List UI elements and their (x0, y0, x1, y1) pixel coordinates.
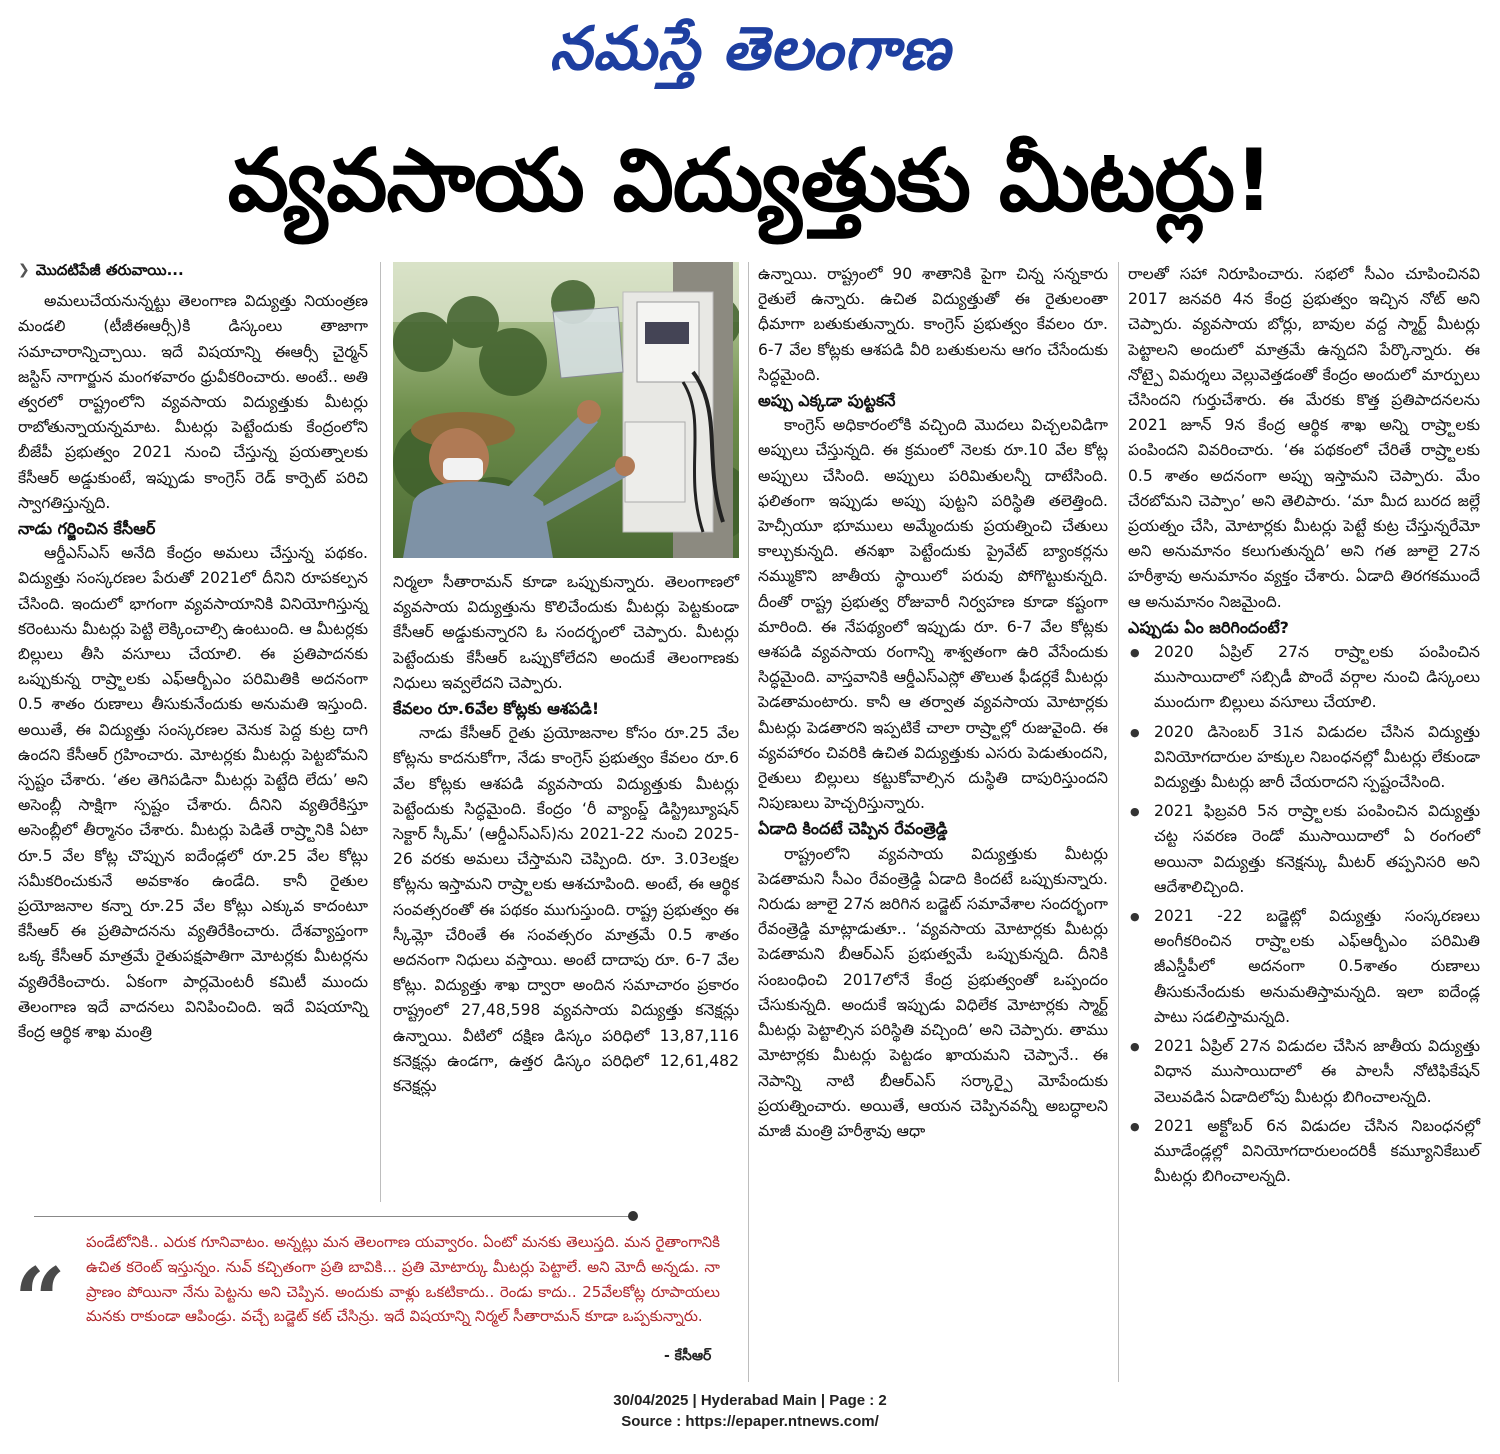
paragraph: నిర్మలా సీతారామన్ కూడా ఒప్పుకున్నారు. తెలంగాణలో వ్యవసాయ విద్యుత్తును కొలిచేందుకు మీటర్లు పెట్టకుండా కేసీఆర్ అడ్డుకున్నారని ఓ సందర్భంలో చెప్పారు. మీటర్లు పెట్టేందుకు కేసీఆర్ ఒప్పుకోలేదని అందుకే తెలంగాణకు నిధులు ఇవ్వలేదని చెప్పారు. (393, 573, 739, 692)
paragraph: నాడు కేసీఆర్ రైతు ప్రయోజనాల కోసం రూ.25 వేల కోట్లను కాదనుకోగా, నేడు కాంగ్రెస్ ప్రభుత్వం కేవలం రూ.6 వేల కోట్లకు ఆశపడి వ్యవసాయ విద్యుత్తుకు మీటర్లు పెట్టేందుకు సిద్ధమైంది. కేంద్రం ‘రీ వ్యాంప్డ్ డిస్ట్రిబ్యూషన్ సెక్టార్ స్కీమ్’ (ఆర్డీఎస్ఎస్)ను 2021-22 నుంచి 2025-26 వరకు అమలు చేస్తామని చెప్పింది. రూ. 3.03లక్షల కోట్లను ఇస్తామని రాష్ర్టాలకు ఆశచూపింది. అంటే, ఈ ఆర్థిక సంవత్సరంతో ఈ పథకం ముగుస్తుంది. రాష్ట్ర ప్రభుత్వం ఈ స్కీమ్లో చేరింతే ఈ సంవత్సరం మాత్రమే 0.5 శాతం అదనంగా నిధులు వస్తాయి. అంటే దాదాపు రూ. 6-7 వేల కోట్లు. విద్యుత్తు శాఖ ద్వారా అందిన సమాచారం ప్రకారం రాష్ట్రంలో 27,48,598 వ్యవసాయ విద్యుత్తు కనెక్షన్లు ఉన్నాయి. వీటిలో దక్షిణ డిస్కం పరిధిలో 13,87,116 కనెక్షన్లు ఉండగా, ఉత్తర డిస్కం పరిధిలో 12,61,482 కనెక్షన్లు (393, 724, 739, 1096)
chevron-right-icon: ❯ (18, 262, 30, 278)
column-divider (380, 262, 381, 1202)
paragraph: రాష్ట్రంలోని వ్యవసాయ విద్యుత్తుకు మీటర్లు పెడతామని సీఎం రేవంత్రెడ్డి ఏడాది కిందటే ఒప్పుకున్నారు. నిరుడు జూలై 27న జరిగిన బడ్జెట్ సమావేశాల సందర్భంగా రేవంత్రెడ్డి మాట్లాడుతూ.. ‘వ్యవసాయ మోటార్లకు మీటర్లు పెడతామని బీఆర్ఎస్ ప్రభుత్వమే ఒప్పుకున్నది. దీనికి సంబంధించి 2017లోనే కేంద్ర ప్రభుత్వంతో ఒప్పందం చేసుకున్నది. అందుకే ఇప్పుడు విధిలేక మోటార్లకు స్మార్ట్ మీటర్లు పెట్టాల్సిన పరిస్థితి వచ్చింది’ అని చెప్పారు. తాము మోటార్లకు మీటర్లు పెట్టడం ఖాయమని చెప్పానే.. ఈ నెపాన్ని నాటి బీఆర్ఎస్ సర్కార్పై మోపేందుకు ప్రయత్నించారు. అయితే, ఆయన చెప్పినవన్నీ అబద్ధాలని మాజీ మంత్రి హరీశ్రావు ఆధా (758, 844, 1108, 1140)
timeline-item: ● 2021 ఏప్రిల్ 27న విడుదల చేసిన జాతీయ విద్యుత్తు విధాన ముసాయిదాలో ఈ పాలసీ నోటిఫికేషన్ వెలువడిన ఏడాదిలోపు మీటర్లు బిగించాలన్నది. (1128, 1034, 1480, 1110)
section-heading: అప్పు ఎక్కడా పుట్టకనే (758, 391, 896, 411)
timeline-item: ● 2020 డిసెంబర్ 31న విడుదల చేసిన విద్యుత్తు వినియోగదారుల హక్కుల నిబంధనల్లో మీటర్లు లేకుండా విద్యుత్తు మీటర్లు జారీ చేయరాదని స్పష్టంచేసింది. (1128, 720, 1480, 796)
timeline-item: ● 2021 ఫిబ్రవరి 5న రాష్ర్టాలకు పంపించిన విద్యుత్తు చట్ట సవరణ రెండో ముసాయిదాలో ఏ రంగంలో అయినా విద్యుత్తు కనెక్షన్కు మీటర్ తప్పనిసరి అని ఆదేశాలిచ్చింది. (1128, 799, 1480, 900)
article-column-4 (1128, 262, 1480, 1193)
headline: వ్యవసాయ విద్యుత్తుకు మీటర్లు! (227, 131, 1273, 231)
article-photo (393, 262, 739, 558)
pull-quote: పండేటోనికి.. ఎరుక గూనివాటం. అన్నట్లు మన తెలంగాణ యవ్వారం. ఏంటో మనకు తెలుస్తది. మన రైతాంగానికి ఉచిత కరెంట్ ఇస్తున్నం. నువ్ కచ్చితంగా ప్రతి బావికి... ప్రతి మోటార్కు మీటర్లు పెట్టాలే. అని మోదీ అన్నడు. నా ప్రాణం పోయినా నేను పెట్టను అని చెప్పిన. అందుకు వాళ్లు ఒకటికాదు.. రెండు కాదు.. 25వేలకోట్ల రూపాయలు మనకు రాకుండా ఆపిండ్రు. వచ్చే బడ్జెట్ కట్ చేసిన్రు. ఇదే విషయాన్ని నిర్మల్ సీతారామన్ కూడా ఒప్పకున్నారు. (86, 1233, 720, 1326)
article-column-3 (758, 262, 1108, 1144)
quote-mark-icon: “ (14, 1248, 66, 1354)
column-divider (748, 262, 749, 1382)
page-footer (0, 1390, 1500, 1432)
source-link[interactable]: Source : https://epaper.ntnews.com/ (621, 1413, 879, 1430)
paragraph: ఉన్నాయి. రాష్ట్రంలో 90 శాతానికి పైగా చిన్న సన్నకారు రైతులే ఉన్నారు. ఉచిత విద్యుత్తుతో ఈ రైతులంతా ధీమాగా బతుకుతున్నారు. కాంగ్రెస్ ప్రభుత్వం కేవలం రూ. 6-7 వేల కోట్లకు ఆశపడి వీరి బతుకులను ఆగం చేసేందుకు సిద్ధమైంది. (758, 265, 1108, 384)
section-heading: కేవలం రూ.6వేల కోట్లకు ఆశపడి! (393, 699, 600, 719)
timeline-item: ● 2021 అక్టోబర్ 6న విడుదల చేసిన నిబంధనల్లో మూడేండ్లల్లో వినియోగదారులందరికీ కమ్యూనికేబుల్ మీటర్లు బిగించాలన్నది. (1128, 1114, 1480, 1190)
timeline-list (1128, 640, 1480, 1189)
quote-divider (34, 1216, 634, 1217)
quote-author: - కేసీఆర్ (664, 1348, 712, 1364)
farmer-meter-photo (393, 262, 739, 558)
paragraph: కాంగ్రెస్ అధికారంలోకి వచ్చింది మొదలు విచ్చలవిడిగా అప్పులు చేస్తున్నది. ఈ క్రమంలో నెలకు రూ.10 వేల కోట్ల అప్పులు చేసింది. అప్పులు పరిమితులన్నీ దాటేసింది. ఫలితంగా ఇప్పుడు అప్పు పుట్టని పరిస్థితి తలెత్తింది. హెచ్సీయూ భూములు అమ్మేందుకు ప్రయత్నించి చేతులు కాల్చుకున్నది. తనఖా పెట్టేందుకు ప్రైవేట్ బ్యాంకర్లను నమ్ముకొని జాతీయ స్థాయిలో పరువు పోగొట్టుకున్నది. దీంతో రాష్ట్ర ప్రభుత్వ రోజువారీ నిర్వహణ కూడా కష్టంగా మారింది. ఈ నేపథ్యంలో ఇప్పుడు రూ. 6-7 వేల కోట్లకు ఆశపడి వ్యవసాయ రంగాన్ని శాశ్వతంగా ఉరి వేసేందుకు సిద్ధమైంది. వాస్తవానికి ఆర్డీఎస్ఎస్లో తొలుత ఫీడర్లకే మీటర్లు పెడతామంటారు. కానీ ఆ తర్వాత వ్యవసాయ మోటార్లకు మీటర్లు పెడతారని ఇప్పటికే చాలా రాష్ర్టాల్లో రుజువైంది. ఈ వ్యవహారం చివరికి ఉచిత విద్యుత్తుకు ఎసరు పెడుతుందని, రైతులు బిల్లులు కట్టుకోవాల్సిన దుస్థితి దాపురిస్తుందని నిపుణులు హెచ్చరిస్తున్నారు. (758, 416, 1108, 813)
continuation-marker (18, 258, 368, 283)
quote-divider-dot (628, 1211, 638, 1221)
paragraph: అమలుచేయనున్నట్టు తెలంగాణ విద్యుత్తు నియంత్రణ మండలి (టీజీఈఆర్సీ)కి డిస్కంలు తాజాగా సమాచారాన్నిచ్చాయి. ఇదే విషయాన్ని ఈఆర్సీ చైర్మన్ జస్టిస్ నాగార్జున మంగళవారం ధ్రువీకరించారు. అంటే.. అతి త్వరలో రాష్ట్రంలోని వ్యవసాయ విద్యుత్తుకు మీటర్లు రాబోతున్నాయన్నమాట. మీటర్లు పెట్టేందుకు కేంద్రంలోని బీజేపీ ప్రభుత్వం 2021 నుంచి చేస్తున్న ప్రయత్నాలకు కేసీఆర్ అడ్డుకుంటే, ఇప్పుడు కాంగ్రెస్ రెడ్ కార్పెట్ పరిచి స్వాగతిస్తున్నది. (18, 292, 368, 512)
edition-info: 30/04/2025 | Hyderabad Main | Page : 2 (613, 1392, 887, 1409)
paragraph: రాలతో సహా నిరూపించారు. సభలో సీఎం చూపించినవి 2017 జనవరి 4న కేంద్ర ప్రభుత్వం ఇచ్చిన నోట్ అని చెప్పారు. వ్యవసాయ బోర్లు, బావుల వద్ద స్మార్ట్ మీటర్లు పెట్టాలని అందులో మాత్రమే ఉన్నదని పేర్కొన్నారు. ఈ నోట్పై విమర్శలు వెల్లువెత్తడంతో కేంద్రం అందులో మార్పులు చేసిందని గుర్తుచేశారు. ఈ మేరకు కొత్త ప్రతిపాదనలను 2021 జూన్ 9న కేంద్ర ఆర్థిక శాఖ అన్ని రాష్ర్టాలకు పంపిందని వివరించారు. ‘ఈ పథకంలో చేరితే రాష్ర్టాలకు 0.5 శాతం అదనంగా అప్పు ఇస్తామని చెప్పారు. మేం చేరబోమని చెప్పాం’ అని తెలిపారు. ‘మా మీద బురద జల్లే ప్రయత్నం చేసి, మోటార్లకు మీటర్లు పెట్టే కుట్ర చేస్తున్నరేమో అని అనుమానం కలుగుతున్నది’ అని గత జూలై 27న హరీశ్రావు అనుమానం వ్యక్తం చేశారు. ఏడాది తిరగకముందే ఆ అనుమానం నిజమైంది. (1128, 265, 1480, 611)
timeline-item: ● 2021 -22 బడ్జెట్లో విద్యుత్తు సంస్కరణలు అంగీకరించిన రాష్ర్టాలకు ఎఫ్ఆర్బీఎం పరిమితి జీఎస్డీపీలో అదనంగా 0.5శాతం రుణాలు తీసుకునేందుకు అనుమతిస్తామన్నది. ఇలా ఐదేండ్ల పాటు సడలిస్తామన్నది. (1128, 904, 1480, 1030)
article-column-1 (18, 258, 368, 1045)
paragraph: ఆర్డీఎస్ఎస్ అనేది కేంద్రం అమలు చేస్తున్న పథకం. విద్యుత్తు సంస్కరణల పేరుతో 2021లో దీనిని రూపకల్పన చేసింది. ఇందులో భాగంగా వ్యవసాయానికి వినియోగిస్తున్న కరెంటును మీటర్లు పెట్టి లెక్కించాల్సి ఉంటుంది. ఆ మీటర్లకు బిల్లులు తీసి వసూలు చేయాలి. ఈ ప్రతిపాదనకు ఒప్పుకున్న రాష్ర్టాలకు ఎఫ్ఆర్బీఎం పరిమితికి అదనంగా 0.5 శాతం రుణాలు తీసుకునేందుకు అనుమతి ఇస్తుంది. అయితే, ఈ విద్యుత్తు సంస్కరణల వెనుక పెద్ద కుట్ర దాగి ఉందని కేసీఆర్ గ్రహించారు. మోటర్లకు మీటర్లు పెట్టబోమని స్పష్టం చేశారు. ‘తల తెగిపడినా మీటర్లు పెట్టేది లేదు’ అని అసెంబ్లీ సాక్షిగా స్పష్టం చేశారు. దీనిని వ్యతిరేకిస్తూ అసెంబ్లీలో తీర్మానం చేశారు. మీటర్లు పెడితే రాష్ర్టానికి ఏటా రూ.5 వేల కోట్ల చొప్పున ఐదేండ్లలో రూ.25 వేల కోట్లు సమీకరించుకునే అవకాశం ఉండేది. కానీ రైతుల ప్రయోజనాల కన్నా రూ.25 వేల కోట్లు ఎక్కువ కాదంటూ కేసీఆర్ ఈ ప్రతిపాదనను వ్యతిరేకించారు. దేశవ్యాప్తంగా ఒక్క కేసీఆర్ మాత్రమే రైతుపక్షపాతిగా మోటర్లకు మీటర్లను వ్యతిరేకించారు. ఏకంగా పార్లమెంటరీ కమిటీ ముందు తెలంగాణ ఇదే వాదనలు వినిపించింది. ఇదే విషయాన్ని కేంద్ర ఆర్థిక శాఖ మంత్రి (18, 544, 368, 1042)
section-heading: ఎప్పుడు ఏం జరిగిందంటే? (1128, 617, 1289, 637)
column-divider (1118, 262, 1119, 1382)
section-heading: నాడు గర్జించిన కేసీఆర్ (18, 519, 156, 539)
timeline-item: ● 2020 ఏప్రిల్ 27న రాష్ర్టాలకు పంపించిన ముసాయిదాలో సబ్సిడీ పొందే వర్గాల నుంచి డిస్కంలు ముందుగా బిల్లులు వసూలు చేయాలి. (1128, 640, 1480, 716)
article-column-2 (393, 570, 739, 1099)
continuation-label: మొదటిపేజీ తరువాయి... (35, 261, 184, 279)
masthead-logo: నమస్తే తెలంగాణ (549, 14, 951, 84)
section-heading: ఏడాది కిందటే చెప్పిన రేవంత్రెడ్డి (758, 819, 948, 839)
